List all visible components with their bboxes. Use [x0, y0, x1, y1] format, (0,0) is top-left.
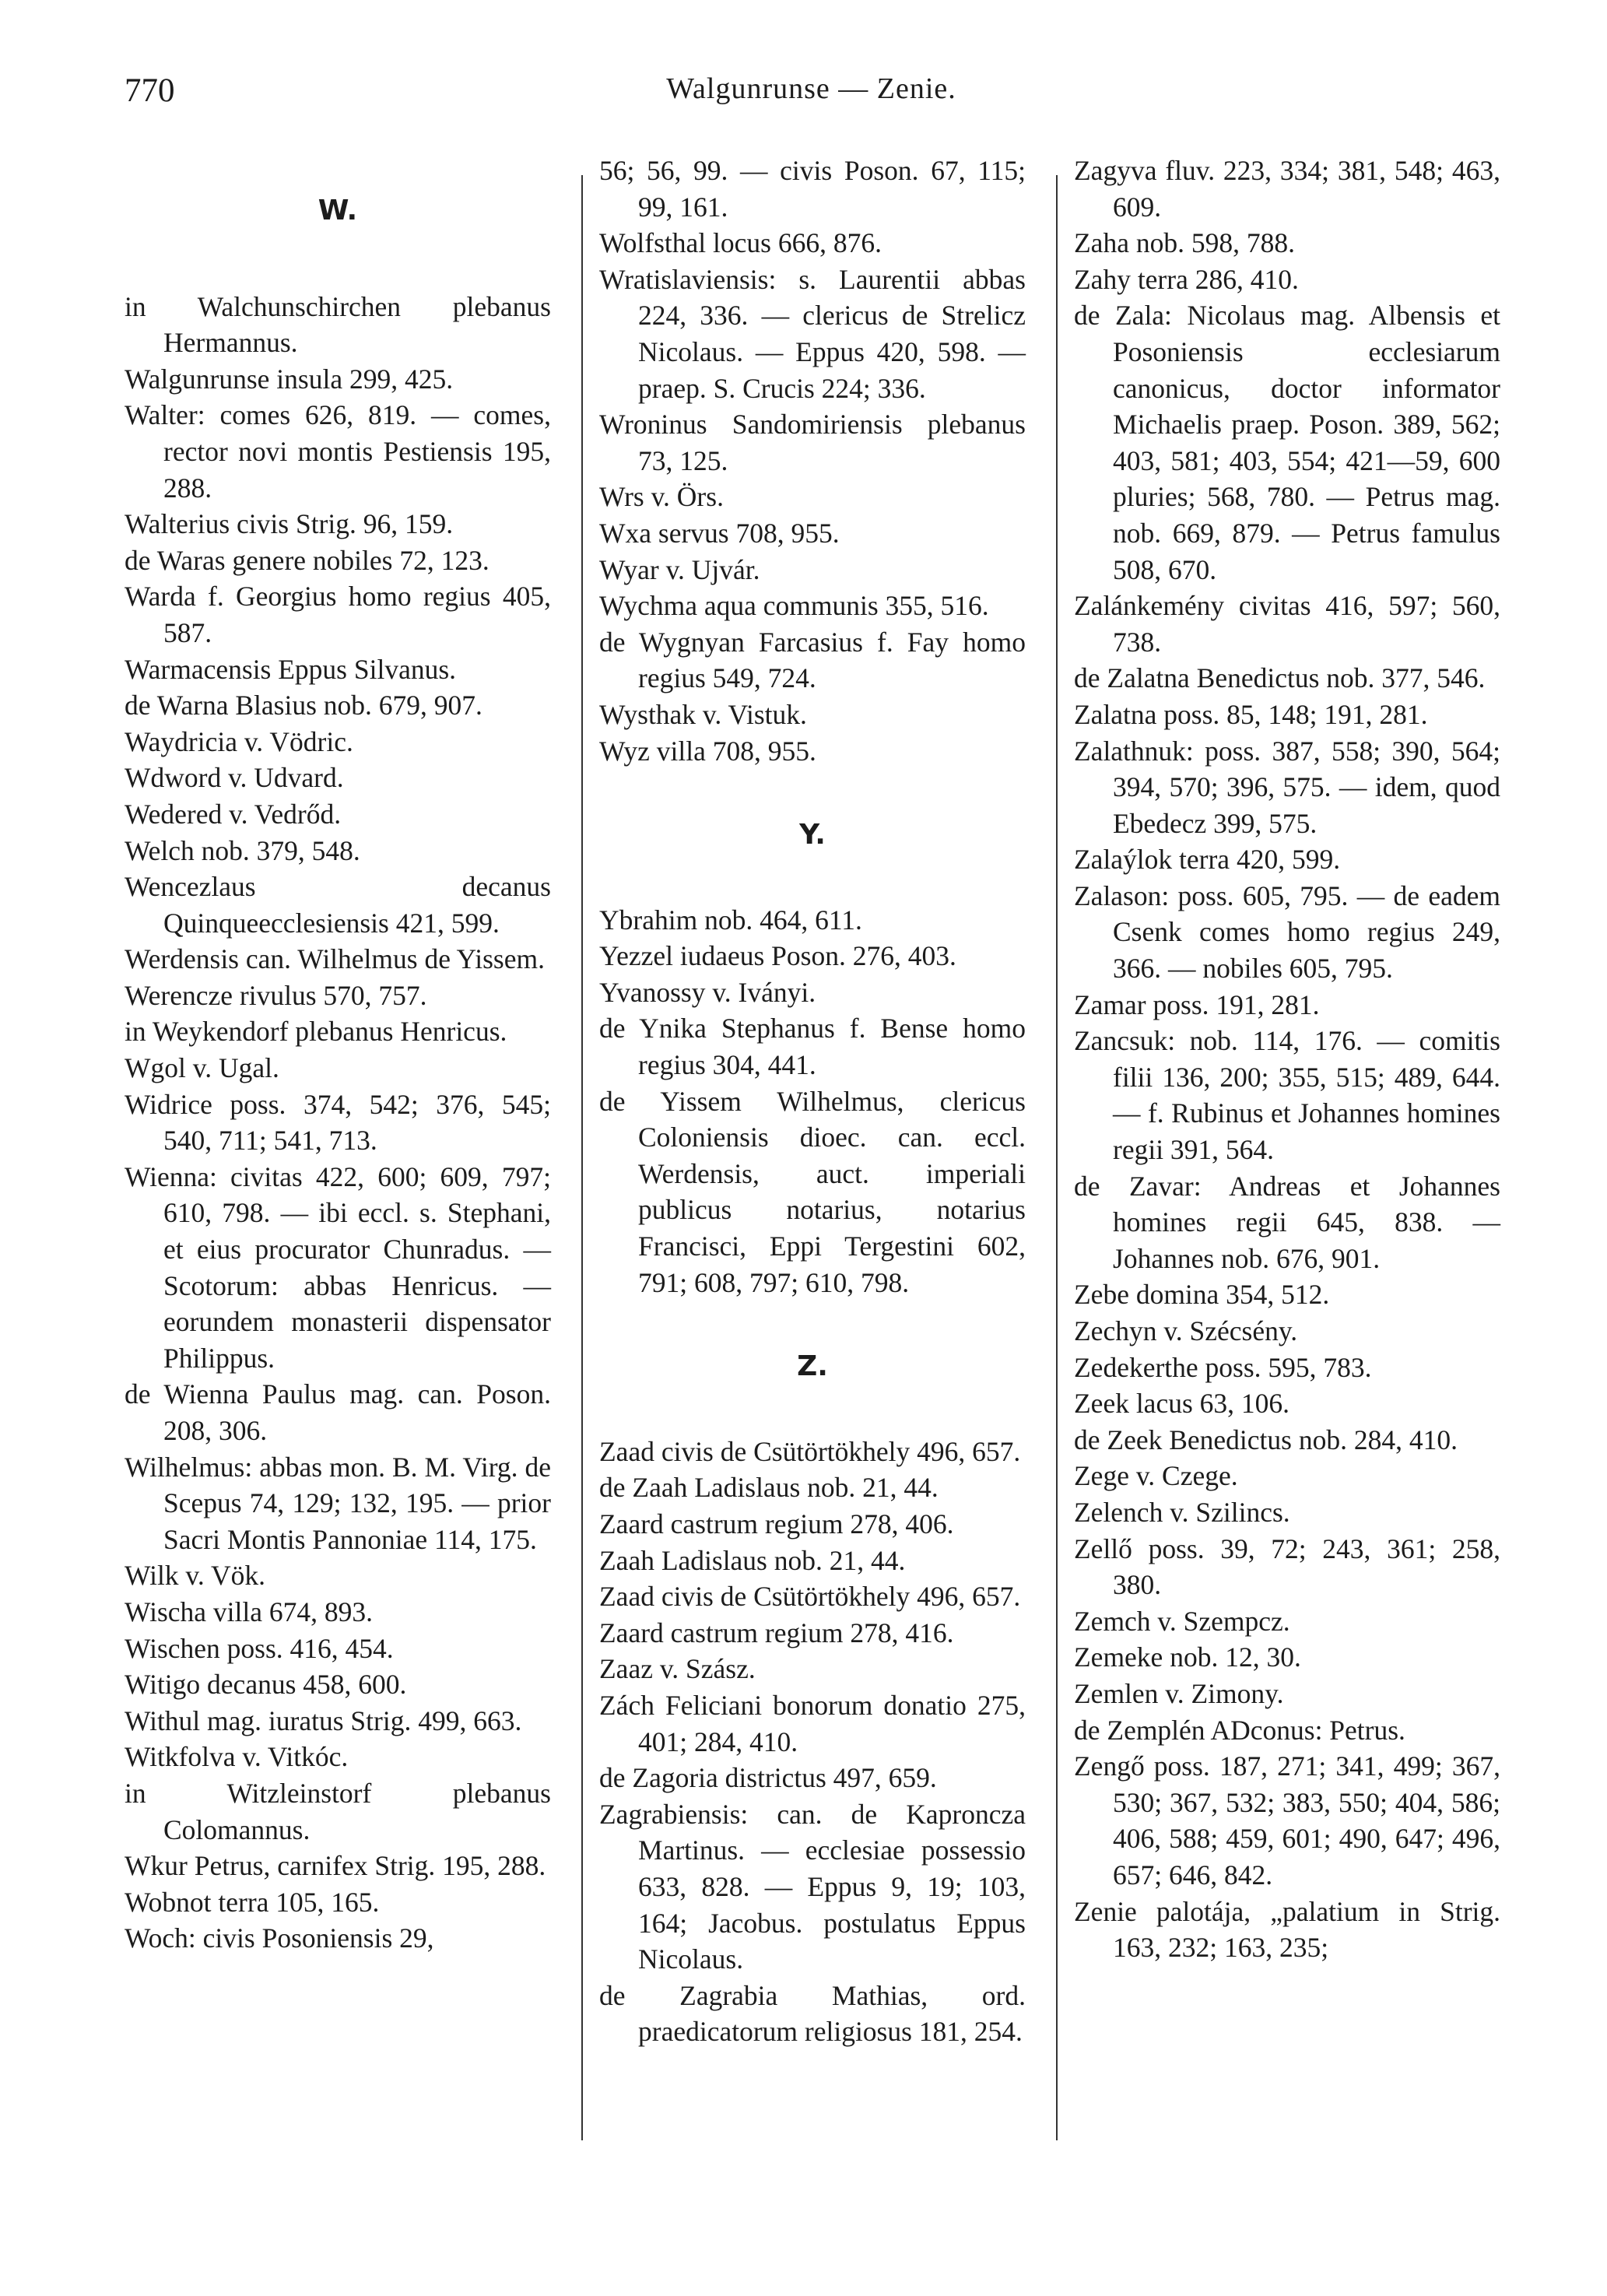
index-entry: de Wygnyan Farcasius f. Fay homo regius 549, 724. — [599, 626, 1026, 694]
index-entry: Zaad civis de Csütörtökhely 496, 657. — [599, 1435, 1021, 1467]
section-letter-heading: Y. — [799, 819, 826, 851]
index-entry: Zách Feliciani bonorum donatio 275, 401; 284, 410. — [599, 1689, 1026, 1757]
index-entry: Zechyn v. Szécsény. — [1074, 1315, 1298, 1346]
index-entry: Zemeke nob. 12, 30. — [1074, 1641, 1301, 1673]
index-entry: Wischen poss. 416, 454. — [125, 1632, 394, 1664]
index-entry: Zenie palotája, „palatium in Strig. 163, 232; 163, 235; — [1074, 1895, 1500, 1964]
index-entry: Wroninus Sandomiriensis plebanus 73, 125. — [599, 409, 1026, 476]
index-entry: Wencezlaus decanus Quinqueecclesiensis 421, 599. — [125, 871, 551, 939]
index-entry: Waydricia v. Vödric. — [125, 725, 353, 757]
index-entry: Zebe domina 354, 512. — [1074, 1279, 1330, 1311]
index-entry: Zaaz v. Szász. — [599, 1653, 756, 1685]
section-letter-heading: W. — [318, 195, 358, 226]
index-entry: Zalatna poss. 85, 148; 191, 281. — [1074, 698, 1428, 730]
index-entry: Zahy terra 286, 410. — [1074, 263, 1299, 295]
index-entry-continued: 56; 56, 99. — civis Poson. 67, 115; 99, 161. — [599, 155, 1026, 223]
index-entry: Witigo decanus 458, 600. — [125, 1669, 407, 1701]
index-entry: de Warna Blasius nob. 679, 907. — [125, 690, 482, 721]
index-entry: Wratislaviensis: s. Laurentii abbas 224, 336. — clericus de Strelicz Nicolaus. — Eppus 420, 598. — praep. S. Crucis 224; 336. — [599, 263, 1026, 404]
index-entry: de Ynika Stephanus f. Bense homo regius 304, 441. — [599, 1013, 1026, 1081]
index-entry: Woch: civis Posoniensis 29, — [125, 1922, 434, 1954]
index-column-3 — [1074, 153, 1500, 1966]
index-entry: de Zalatna Benedictus nob. 377, 546. — [1074, 662, 1486, 694]
index-entry: Zemlen v. Zimony. — [1074, 1677, 1284, 1709]
index-entry: Zalason: poss. 605, 795. — de eadem Csenk comes homo regius 249, 366. — nobiles 605, 795. — [1074, 879, 1500, 985]
index-column-1 — [125, 153, 551, 1957]
index-entry: Werencze rivulus 570, 757. — [125, 979, 427, 1011]
index-entry: Wgol v. Ugal. — [125, 1052, 279, 1084]
index-entry: Zagrabiensis: can. de Kaproncza Martinus. — ecclesiae possessio 633, 828. — Eppus 9, 19; 103, 164; Jacobus. postulatus Eppus Nicolaus. — [599, 1798, 1026, 1975]
index-entry: Witkfolva v. Vitkóc. — [125, 1741, 349, 1773]
index-entry: in Witzleinstorf plebanus Colomannus. — [125, 1777, 551, 1845]
index-entry: Wilk v. Vök. — [125, 1560, 266, 1592]
index-entry: Zalathnuk: poss. 387, 558; 390, 564; 394, 570; 396, 575. — idem, quod Ebedecz 399, 575. — [1074, 735, 1500, 839]
running-title: Walgunrunse — Zenie. — [666, 72, 956, 105]
index-entry: Wyar v. Ujvár. — [599, 553, 760, 585]
index-entry: Wysthak v. Vistuk. — [599, 698, 807, 730]
index-entry: Wobnot terra 105, 165. — [125, 1886, 380, 1918]
index-entry: Zancsuk: nob. 114, 176. — comitis filii 136, 200; 355, 515; 489, 644. — f. Rubinus et Johannes homines regii 391, 564. — [1074, 1025, 1500, 1166]
index-entry: de Zeek Benedictus nob. 284, 410. — [1074, 1424, 1458, 1455]
index-entry: Wilhelmus: abbas mon. B. M. Virg. de Scepus 74, 129; 132, 195. — prior Sacri Montis Pannoniae 114, 175. — [125, 1451, 551, 1555]
index-entry: de Zemplén ADconus: Petrus. — [1074, 1714, 1405, 1746]
index-entry: Zalánkemény civitas 416, 597; 560, 738. — [1074, 590, 1500, 658]
index-entry: Ybrahim nob. 464, 611. — [599, 904, 862, 936]
column-divider — [1056, 175, 1058, 2140]
index-entry: Zaah Ladislaus nob. 21, 44. — [599, 1544, 906, 1576]
index-entry: Zalaýlok terra 420, 599. — [1074, 844, 1341, 876]
index-entry: Zedekerthe poss. 595, 783. — [1074, 1351, 1372, 1383]
index-entry: Werdensis can. Wilhelmus de Yissem. — [125, 943, 545, 975]
index-entry: de Zaah Ladislaus nob. 21, 44. — [599, 1472, 939, 1504]
index-entry: Walterius civis Strig. 96, 159. — [125, 508, 454, 540]
index-entry: de Zala: Nicolaus mag. Albensis et Posoniensis ecclesiarum canonicus, doctor informator Michaelis praep. Poson. 389, 562; 403, 581; 403, 554; 421—59, 600 pluries; 568, 780. — Petrus mag. nob. 669, 879. — Petrus famulus 508, 670. — [1074, 300, 1500, 585]
index-entry: Yezzel iudaeus Poson. 276, 403. — [599, 940, 956, 972]
column-divider — [581, 175, 583, 2140]
index-entry: Zengő poss. 187, 271; 341, 499; 367, 530; 367, 532; 383, 550; 404, 586; 406, 588; 459, 601; 490, 647; 496, 657; 646, 842. — [1074, 1750, 1500, 1891]
index-entry: Zelench v. Szilincs. — [1074, 1496, 1290, 1528]
index-entry: Zellő poss. 39, 72; 243, 361; 258, 380. — [1074, 1532, 1500, 1601]
index-entry: Zaad civis de Csütörtökhely 496, 657. — [599, 1581, 1021, 1613]
index-entry: Wienna: civitas 422, 600; 609, 797; 610, 798. — ibi eccl. s. Stephani, et eius procurator Chunradus. — Scotorum: abbas Henricus. — eorundem monasterii dispensator Philippus. — [125, 1160, 551, 1374]
index-entry: Zagyva fluv. 223, 334; 381, 548; 463, 609. — [1074, 155, 1500, 223]
index-entry: Yvanossy v. Iványi. — [599, 976, 816, 1008]
index-entry: Wyz villa 708, 955. — [599, 735, 816, 767]
index-entry: Wischa villa 674, 893. — [125, 1596, 373, 1627]
index-entry: Wkur Petrus, carnifex Strig. 195, 288. — [125, 1850, 546, 1882]
index-entry: Zege v. Czege. — [1074, 1460, 1238, 1492]
index-entry: Walter: comes 626, 819. — comes, rector novi montis Pestiensis 195, 288. — [125, 399, 551, 504]
index-entry: Zaard castrum regium 278, 406. — [599, 1508, 954, 1539]
index-entry: de Zavar: Andreas et Johannes homines regii 645, 838. — Johannes nob. 676, 901. — [1074, 1170, 1500, 1274]
index-entry: Warda f. Georgius homo regius 405, 587. — [125, 581, 551, 648]
index-entry: de Waras genere nobiles 72, 123. — [125, 544, 489, 576]
section-letter-heading: Z. — [797, 1350, 828, 1383]
index-entry: Withul mag. iuratus Strig. 499, 663. — [125, 1704, 522, 1736]
index-entry: Wedered v. Vedrőd. — [125, 798, 342, 830]
index-entry: in Weykendorf plebanus Henricus. — [125, 1016, 507, 1048]
index-entry: Wolfsthal locus 666, 876. — [599, 227, 882, 259]
index-entry: Zaard castrum regium 278, 416. — [599, 1617, 954, 1648]
index-entry: Zeek lacus 63, 106. — [1074, 1388, 1290, 1420]
index-entry: de Wienna Paulus mag. can. Poson. 208, 306. — [125, 1378, 551, 1446]
index-column-2 — [599, 153, 1026, 2050]
index-entry: Wxa servus 708, 955. — [599, 517, 840, 549]
index-entry: Welch nob. 379, 548. — [125, 834, 360, 866]
index-entry: Wdword v. Udvard. — [125, 762, 344, 794]
index-entry: in Walchunschirchen plebanus Hermannus. — [125, 290, 551, 359]
index-entry: Zamar poss. 191, 281. — [1074, 988, 1320, 1020]
index-entry: Widrice poss. 374, 542; 376, 545; 540, 711; 541, 713. — [125, 1088, 551, 1157]
index-entry: Zemch v. Szempcz. — [1074, 1605, 1290, 1637]
index-entry: Walgunrunse insula 299, 425. — [125, 363, 454, 395]
index-entry: de Zagoria districtus 497, 659. — [599, 1762, 937, 1794]
page-number: 770 — [125, 72, 175, 109]
index-entry: Zaha nob. 598, 788. — [1074, 227, 1295, 259]
index-entry: de Yissem Wilhelmus, clericus Coloniensis dioec. can. eccl. Werdensis, auct. imperiali publicus notarius, notarius Francisci, Eppi Tergestini 602, 791; 608, 797; 610, 798. — [599, 1085, 1026, 1298]
index-entry: de Zagrabia Mathias, ord. praedicatorum religiosus 181, 254. — [599, 1979, 1026, 2048]
index-entry: Wychma aqua communis 355, 516. — [599, 590, 989, 622]
index-entry: Warmacensis Eppus Silvanus. — [125, 653, 457, 685]
index-entry: Wrs v. Örs. — [599, 481, 724, 513]
